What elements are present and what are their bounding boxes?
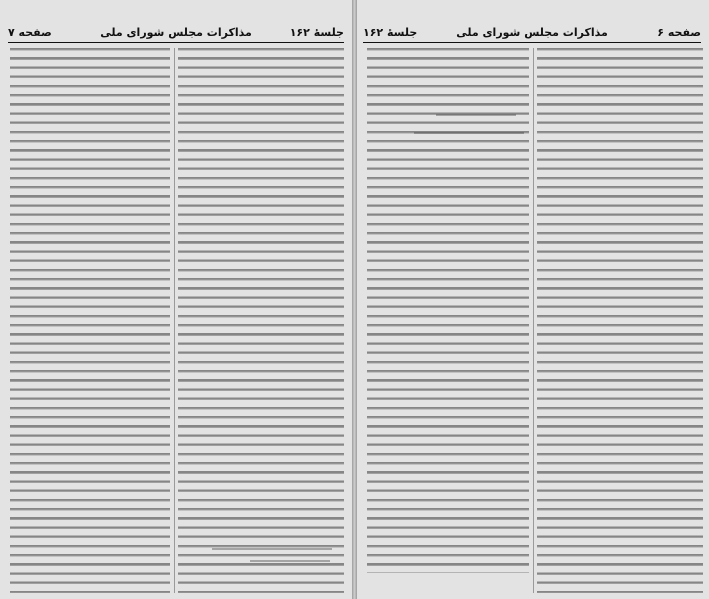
speaker-heading-rule (250, 560, 330, 562)
column-divider (174, 48, 175, 593)
speaker-heading-rule (414, 132, 524, 134)
text-column-3 (367, 48, 529, 573)
page-running-title: مذاکرات مجلس شورای ملی (456, 26, 608, 39)
session-number: جلسهٔ ۱۶۲ (363, 26, 418, 39)
column-divider (533, 48, 534, 593)
page-running-title: مذاکرات مجلس شورای ملی (100, 26, 252, 39)
page-number: صفحه ۶ (657, 26, 701, 39)
page-number: صفحه ۷ (8, 26, 52, 39)
right-page-header (363, 24, 701, 43)
left-page-header (8, 24, 344, 43)
text-column-1 (10, 48, 170, 593)
text-column-4 (537, 48, 703, 593)
speaker-heading-rule (212, 548, 332, 550)
speaker-heading-rule (436, 114, 516, 116)
text-column-2 (178, 48, 344, 593)
session-number: جلسهٔ ۱۶۲ (289, 26, 344, 39)
